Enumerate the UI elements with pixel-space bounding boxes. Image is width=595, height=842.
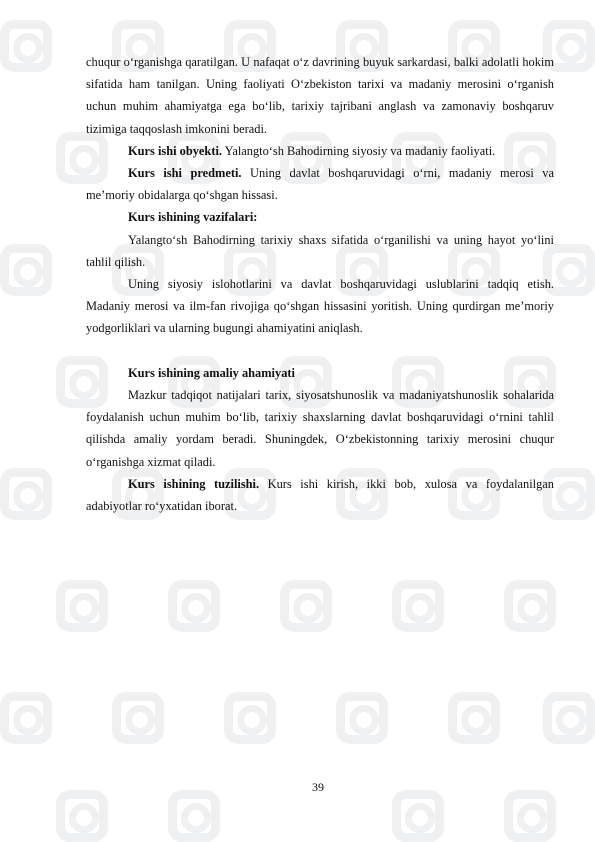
subject-paragraph: [86, 162, 554, 206]
watermark-logo: [168, 580, 220, 632]
structure-label: Kurs ishining tuzilishi.: [128, 476, 260, 491]
watermark-logo: [392, 790, 444, 842]
structure-paragraph: [86, 473, 554, 517]
subject-label: Kurs ishi predmeti.: [128, 166, 242, 181]
object-label: Kurs ishi obyekti.: [128, 143, 222, 158]
watermark-logo: [280, 580, 332, 632]
watermark-logo: [0, 244, 52, 296]
practical-paragraph: Mazkur tadqiqot natijalari tarix, siyosatshunoslik va madaniyatshunoslik sohalarida foydalanish uchun muhim bo‘lib, tarixiy shaxslarning davlat boshqaruvidagi o‘rnini tahlil qilishda amaliy yordam beradi. Shuningdek, O‘zbekistonning tarixiy merosini chuqur o‘rganishga xizmat qiladi.: [86, 388, 554, 469]
watermark-logo: [0, 692, 52, 744]
object-paragraph: [86, 140, 554, 162]
watermark-logo: [224, 692, 276, 744]
watermark-logo: [336, 692, 388, 744]
task-paragraph-1: Yalangto‘sh Bahodirning tarixiy shaxs sifatida o‘rganilishi va uning hayot yo‘lini tahlil qilish.: [86, 232, 554, 269]
watermark-logo: [543, 692, 595, 744]
task-paragraph-2: Uning siyosiy islohotlarini va davlat boshqaruvidagi uslublarini tadqiq etish. Madaniy merosi va ilm-fan rivojiga qo‘shgan hissasini yoritish. Uning qurdirgan me’moriy yodgorliklari va ularning bugungi ahamiyatini aniqlash.: [86, 277, 554, 336]
tasks-heading: [86, 206, 554, 228]
watermark-logo: [56, 790, 108, 842]
practical-heading-text: Kurs ishining amaliy ahamiyati: [128, 365, 295, 380]
watermark-logo: [504, 790, 556, 842]
watermark-logo: [112, 692, 164, 744]
intro-paragraph: chuqur o‘rganishga qaratilgan. U nafaqat o‘z davrining buyuk sarkardasi, balki adolatli hokim sifatida ham tanilgan. Uning faoliyati O‘zbekiston tarixi va madaniy merosini o‘rganish uchun muhim ahamiyatga ega bo‘lib, tarixiy tajribani anglash va zamonaviy boshqaruv tizimiga taqqoslash imkonini beradi.: [86, 55, 554, 136]
watermark-logo: [0, 20, 52, 72]
structure-text: Kurs ishi kirish, ikki bob, xulosa va foydalanilgan adabiyotlar ro‘yxatidan iborat.: [86, 476, 554, 514]
watermark-logo: [392, 580, 444, 632]
object-text: Yalangto‘sh Bahodirning siyosiy va madaniy faoliyati.: [221, 143, 496, 158]
watermark-logo: [168, 790, 220, 842]
page-number: 39: [312, 780, 324, 794]
watermark-logo: [56, 580, 108, 632]
subject-text: Uning davlat boshqaruvidagi o‘rni, madaniy merosi va me’moriy obidalarga qo‘shgan hissasi.: [86, 166, 554, 203]
watermark-logo: [0, 468, 52, 520]
watermark-logo: [448, 692, 500, 744]
document-body: [86, 51, 554, 517]
practical-heading: [86, 362, 554, 384]
tasks-heading-text: Kurs ishining vazifalari:: [128, 210, 258, 225]
watermark-logo: [504, 580, 556, 632]
blank-line: [86, 340, 554, 362]
